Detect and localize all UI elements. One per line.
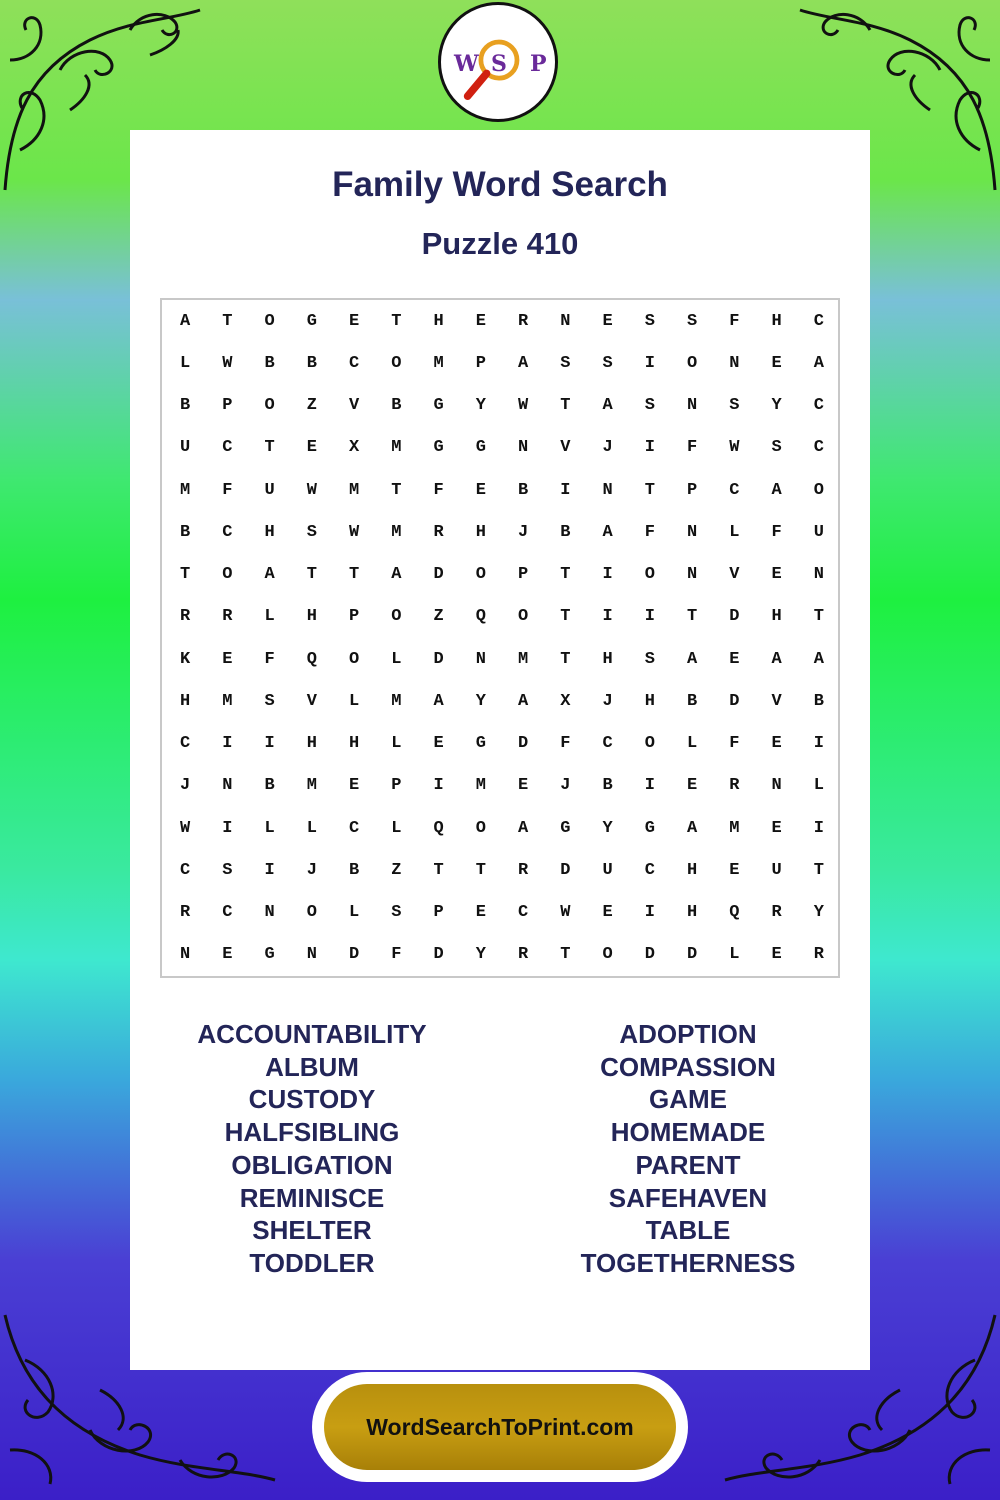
grid-cell[interactable]: E bbox=[349, 311, 360, 331]
grid-cell[interactable]: V bbox=[560, 438, 571, 458]
grid-cell[interactable]: O bbox=[602, 945, 613, 965]
grid-cell[interactable]: T bbox=[306, 565, 317, 585]
grid-cell[interactable]: N bbox=[687, 396, 698, 416]
grid-cell[interactable]: L bbox=[391, 818, 402, 838]
grid-cell[interactable]: J bbox=[518, 522, 529, 542]
grid-cell[interactable]: K bbox=[180, 649, 191, 669]
grid-cell[interactable]: E bbox=[602, 903, 613, 923]
grid-cell[interactable]: A bbox=[518, 818, 529, 838]
grid-cell[interactable]: E bbox=[687, 776, 698, 796]
grid-cell[interactable]: A bbox=[391, 565, 402, 585]
grid-cell[interactable]: B bbox=[264, 353, 275, 373]
grid-cell[interactable]: H bbox=[264, 522, 275, 542]
grid-cell[interactable]: C bbox=[644, 860, 655, 880]
grid-cell[interactable]: N bbox=[180, 945, 191, 965]
grid-cell[interactable]: E bbox=[771, 565, 782, 585]
grid-cell[interactable]: T bbox=[813, 607, 824, 627]
grid-cell[interactable]: T bbox=[180, 565, 191, 585]
word-list-item: TABLE bbox=[645, 1215, 731, 1246]
grid-cell[interactable]: R bbox=[518, 945, 529, 965]
grid-cell[interactable]: J bbox=[602, 691, 613, 711]
grid-cell[interactable]: Y bbox=[475, 691, 486, 711]
grid-cell[interactable]: Z bbox=[306, 396, 317, 416]
grid-cell[interactable]: B bbox=[349, 860, 360, 880]
grid-cell[interactable]: I bbox=[644, 776, 655, 796]
grid-cell[interactable]: V bbox=[306, 691, 317, 711]
grid-cell[interactable]: I bbox=[222, 734, 233, 754]
grid-cell[interactable]: O bbox=[475, 818, 486, 838]
grid-cell[interactable]: B bbox=[560, 522, 571, 542]
grid-cell[interactable]: D bbox=[433, 945, 444, 965]
grid-cell[interactable]: R bbox=[180, 607, 191, 627]
grid-cell[interactable]: T bbox=[264, 438, 275, 458]
grid-cell[interactable]: M bbox=[222, 691, 233, 711]
grid-cell[interactable]: D bbox=[729, 691, 740, 711]
grid-cell[interactable]: W bbox=[518, 396, 529, 416]
grid-cell[interactable]: H bbox=[687, 860, 698, 880]
logo-letter-w: W bbox=[454, 51, 479, 77]
grid-cell[interactable]: U bbox=[602, 860, 613, 880]
grid-cell[interactable]: A bbox=[433, 691, 444, 711]
grid-cell[interactable]: O bbox=[475, 565, 486, 585]
grid-cell[interactable]: N bbox=[729, 353, 740, 373]
word-list-item: TODDLER bbox=[249, 1247, 375, 1278]
grid-cell[interactable]: B bbox=[306, 353, 317, 373]
word-list-item: ACCOUNTABILITY bbox=[197, 1019, 427, 1049]
grid-cell[interactable]: D bbox=[518, 734, 529, 754]
grid-cell[interactable]: I bbox=[560, 480, 571, 500]
grid-cell[interactable]: I bbox=[602, 565, 613, 585]
grid-cell[interactable]: M bbox=[391, 522, 402, 542]
grid-cell[interactable]: U bbox=[180, 438, 191, 458]
grid-cell[interactable]: W bbox=[349, 522, 360, 542]
grid-cell[interactable]: A bbox=[771, 649, 782, 669]
grid-cell[interactable]: I bbox=[644, 438, 655, 458]
grid-cell[interactable]: X bbox=[349, 438, 360, 458]
grid-cell[interactable]: C bbox=[180, 734, 191, 754]
grid-cell[interactable]: V bbox=[349, 396, 360, 416]
grid-cell[interactable]: L bbox=[729, 945, 740, 965]
grid-cell[interactable]: E bbox=[475, 480, 486, 500]
grid-cell[interactable]: C bbox=[729, 480, 740, 500]
grid-cell[interactable]: O bbox=[644, 565, 655, 585]
grid-cell[interactable]: G bbox=[433, 396, 444, 416]
grid-cell[interactable]: E bbox=[729, 649, 740, 669]
grid-cell[interactable]: A bbox=[518, 691, 529, 711]
grid-cell[interactable]: H bbox=[644, 691, 655, 711]
grid-cell[interactable]: W bbox=[180, 818, 191, 838]
grid-cell[interactable]: P bbox=[687, 480, 698, 500]
grid-cell[interactable]: M bbox=[729, 818, 740, 838]
grid-cell[interactable]: C bbox=[222, 903, 233, 923]
grid-cell[interactable]: V bbox=[771, 691, 782, 711]
grid-cell[interactable]: I bbox=[644, 353, 655, 373]
grid-cell[interactable]: M bbox=[475, 776, 486, 796]
grid-cell[interactable]: L bbox=[264, 818, 275, 838]
grid-cell[interactable]: P bbox=[433, 903, 444, 923]
grid-cell[interactable]: S bbox=[644, 311, 655, 331]
grid-cell[interactable]: A bbox=[602, 522, 613, 542]
grid-cell[interactable]: E bbox=[771, 818, 782, 838]
grid-cell[interactable]: L bbox=[729, 522, 740, 542]
grid-cell[interactable]: C bbox=[813, 438, 824, 458]
word-list-right bbox=[523, 1018, 853, 1280]
grid-cell[interactable]: T bbox=[349, 565, 360, 585]
grid-cell[interactable]: A bbox=[813, 649, 824, 669]
grid-cell[interactable]: B bbox=[180, 522, 191, 542]
grid-cell[interactable]: I bbox=[264, 734, 275, 754]
grid-cell[interactable]: Q bbox=[729, 903, 740, 923]
grid-cell[interactable]: D bbox=[687, 945, 698, 965]
grid-cell[interactable]: P bbox=[475, 353, 486, 373]
logo-letter-s: S bbox=[491, 51, 507, 77]
word-list-item: GAME bbox=[649, 1084, 727, 1115]
grid-cell[interactable]: I bbox=[433, 776, 444, 796]
grid-cell[interactable]: E bbox=[518, 776, 529, 796]
grid-cell[interactable]: N bbox=[813, 565, 824, 585]
grid-cell[interactable]: H bbox=[602, 649, 613, 669]
grid-cell[interactable]: L bbox=[813, 776, 824, 796]
grid-cell[interactable]: E bbox=[222, 649, 233, 669]
grid-cell[interactable]: T bbox=[433, 860, 444, 880]
puzzle-number: Puzzle 410 bbox=[421, 226, 579, 261]
grid-cell[interactable]: O bbox=[813, 480, 824, 500]
grid-cell[interactable]: O bbox=[306, 903, 317, 923]
grid-cell[interactable]: T bbox=[475, 860, 486, 880]
grid-cell[interactable]: M bbox=[306, 776, 317, 796]
grid-cell[interactable]: R bbox=[180, 903, 191, 923]
grid-cell[interactable]: C bbox=[222, 438, 233, 458]
grid-cell[interactable]: S bbox=[222, 860, 233, 880]
word-list-left bbox=[147, 1018, 477, 1280]
grid-cell[interactable]: T bbox=[391, 480, 402, 500]
site-logo[interactable] bbox=[438, 2, 558, 122]
grid-cell[interactable]: H bbox=[771, 311, 782, 331]
grid-cell[interactable]: Q bbox=[433, 818, 444, 838]
grid-cell[interactable]: M bbox=[518, 649, 529, 669]
grid-cell[interactable]: S bbox=[264, 691, 275, 711]
letter-grid bbox=[164, 300, 840, 976]
word-list-item: OBLIGATION bbox=[231, 1149, 393, 1180]
grid-cell[interactable]: U bbox=[771, 860, 782, 880]
grid-cell[interactable]: W bbox=[560, 903, 571, 923]
word-list-item: ADOPTION bbox=[619, 1019, 757, 1049]
grid-cell[interactable]: D bbox=[349, 945, 360, 965]
grid-cell[interactable]: S bbox=[391, 903, 402, 923]
grid-cell[interactable]: T bbox=[560, 607, 571, 627]
grid-cell[interactable]: T bbox=[644, 480, 655, 500]
page-title: Family Word Search bbox=[332, 165, 668, 204]
grid-cell[interactable]: O bbox=[222, 565, 233, 585]
grid-cell[interactable]: F bbox=[433, 480, 444, 500]
grid-cell[interactable]: H bbox=[687, 903, 698, 923]
grid-cell[interactable]: L bbox=[306, 818, 317, 838]
grid-cell[interactable]: F bbox=[771, 522, 782, 542]
grid-cell[interactable]: T bbox=[813, 860, 824, 880]
grid-cell[interactable]: B bbox=[391, 396, 402, 416]
grid-cell[interactable]: L bbox=[349, 691, 360, 711]
grid-cell[interactable]: L bbox=[349, 903, 360, 923]
grid-cell[interactable]: L bbox=[180, 353, 191, 373]
grid-cell[interactable]: F bbox=[644, 522, 655, 542]
grid-cell[interactable]: S bbox=[560, 353, 571, 373]
grid-cell[interactable]: M bbox=[433, 353, 444, 373]
grid-cell[interactable]: P bbox=[518, 565, 529, 585]
grid-cell[interactable]: V bbox=[729, 565, 740, 585]
footer-badge bbox=[312, 1372, 688, 1482]
grid-cell[interactable]: C bbox=[602, 734, 613, 754]
grid-cell[interactable]: I bbox=[644, 903, 655, 923]
grid-cell[interactable]: L bbox=[391, 734, 402, 754]
grid-cell[interactable]: B bbox=[264, 776, 275, 796]
grid-cell[interactable]: N bbox=[306, 945, 317, 965]
grid-cell[interactable]: N bbox=[475, 649, 486, 669]
grid-cell[interactable]: A bbox=[813, 353, 824, 373]
word-list-item: HALFSIBLING bbox=[224, 1117, 400, 1148]
grid-cell[interactable]: A bbox=[687, 649, 698, 669]
grid-cell[interactable]: F bbox=[729, 734, 740, 754]
grid-cell[interactable]: G bbox=[475, 734, 486, 754]
grid-cell[interactable]: M bbox=[391, 438, 402, 458]
grid-cell[interactable]: U bbox=[813, 522, 824, 542]
grid-cell[interactable]: N bbox=[602, 480, 613, 500]
grid-cell[interactable]: F bbox=[687, 438, 698, 458]
grid-cell[interactable]: D bbox=[433, 565, 444, 585]
grid-cell[interactable]: O bbox=[391, 353, 402, 373]
grid-cell[interactable]: E bbox=[349, 776, 360, 796]
grid-cell[interactable]: N bbox=[560, 311, 571, 331]
grid-cell[interactable]: C bbox=[349, 353, 360, 373]
word-list-item: PARENT bbox=[635, 1149, 741, 1180]
grid-cell[interactable]: N bbox=[687, 522, 698, 542]
grid-cell[interactable]: E bbox=[306, 438, 317, 458]
grid-cell[interactable]: B bbox=[813, 691, 824, 711]
grid-cell[interactable]: R bbox=[518, 311, 529, 331]
grid-cell[interactable]: F bbox=[391, 945, 402, 965]
grid-cell[interactable]: G bbox=[475, 438, 486, 458]
grid-cell[interactable]: Z bbox=[391, 860, 402, 880]
grid-cell[interactable]: M bbox=[391, 691, 402, 711]
grid-cell[interactable]: Y bbox=[602, 818, 613, 838]
word-list-item: COMPASSION bbox=[600, 1051, 776, 1082]
grid-cell[interactable]: P bbox=[349, 607, 360, 627]
word-list-item: SHELTER bbox=[252, 1215, 372, 1246]
grid-cell[interactable]: G bbox=[560, 818, 571, 838]
grid-cell[interactable]: E bbox=[222, 945, 233, 965]
grid-cell[interactable]: U bbox=[264, 480, 275, 500]
grid-cell[interactable]: D bbox=[644, 945, 655, 965]
grid-cell[interactable]: H bbox=[349, 734, 360, 754]
grid-cell[interactable]: S bbox=[306, 522, 317, 542]
grid-cell[interactable]: Y bbox=[475, 396, 486, 416]
grid-cell[interactable]: S bbox=[771, 438, 782, 458]
grid-cell[interactable]: H bbox=[306, 607, 317, 627]
grid-cell[interactable]: T bbox=[687, 607, 698, 627]
grid-cell[interactable]: J bbox=[602, 438, 613, 458]
grid-cell[interactable]: M bbox=[180, 480, 191, 500]
grid-cell[interactable]: Y bbox=[771, 396, 782, 416]
grid-cell[interactable]: N bbox=[264, 903, 275, 923]
word-list-item: REMINISCE bbox=[239, 1182, 385, 1213]
grid-cell[interactable]: P bbox=[391, 776, 402, 796]
grid-cell[interactable]: R bbox=[518, 860, 529, 880]
grid-cell[interactable]: T bbox=[560, 565, 571, 585]
grid-cell[interactable]: B bbox=[180, 396, 191, 416]
grid-cell[interactable]: W bbox=[222, 353, 233, 373]
grid-cell[interactable]: G bbox=[644, 818, 655, 838]
grid-cell[interactable]: I bbox=[644, 607, 655, 627]
grid-cell[interactable]: I bbox=[222, 818, 233, 838]
grid-cell[interactable]: E bbox=[602, 311, 613, 331]
grid-cell[interactable]: W bbox=[306, 480, 317, 500]
grid-cell[interactable]: D bbox=[433, 649, 444, 669]
grid-cell[interactable]: H bbox=[771, 607, 782, 627]
grid-cell[interactable]: O bbox=[264, 311, 275, 331]
grid-cell[interactable]: H bbox=[306, 734, 317, 754]
grid-cell[interactable]: L bbox=[687, 734, 698, 754]
grid-cell[interactable]: F bbox=[729, 311, 740, 331]
grid-cell[interactable]: G bbox=[264, 945, 275, 965]
grid-cell[interactable]: A bbox=[180, 311, 191, 331]
grid-cell[interactable]: R bbox=[433, 522, 444, 542]
grid-cell[interactable]: H bbox=[180, 691, 191, 711]
grid-cell[interactable]: E bbox=[771, 734, 782, 754]
grid-cell[interactable]: E bbox=[475, 311, 486, 331]
grid-cell[interactable]: A bbox=[602, 396, 613, 416]
grid-cell[interactable]: C bbox=[813, 311, 824, 331]
grid-cell[interactable]: S bbox=[602, 353, 613, 373]
grid-cell[interactable]: R bbox=[729, 776, 740, 796]
grid-cell[interactable]: Y bbox=[475, 945, 486, 965]
grid-cell[interactable]: D bbox=[729, 607, 740, 627]
grid-cell[interactable]: S bbox=[644, 649, 655, 669]
grid-cell[interactable]: O bbox=[264, 396, 275, 416]
grid-cell[interactable]: F bbox=[560, 734, 571, 754]
grid-cell[interactable]: S bbox=[729, 396, 740, 416]
grid-cell[interactable]: Q bbox=[306, 649, 317, 669]
grid-cell[interactable]: A bbox=[771, 480, 782, 500]
grid-cell[interactable]: H bbox=[433, 311, 444, 331]
grid-cell[interactable]: F bbox=[264, 649, 275, 669]
grid-cell[interactable]: L bbox=[264, 607, 275, 627]
word-list-item: TOGETHERNESS bbox=[580, 1247, 796, 1278]
grid-cell[interactable]: O bbox=[687, 353, 698, 373]
grid-cell[interactable]: P bbox=[222, 396, 233, 416]
grid-cell[interactable]: G bbox=[306, 311, 317, 331]
grid-cell[interactable]: R bbox=[771, 903, 782, 923]
grid-cell[interactable]: O bbox=[349, 649, 360, 669]
grid-cell[interactable]: I bbox=[264, 860, 275, 880]
grid-cell[interactable]: T bbox=[560, 945, 571, 965]
grid-cell[interactable]: H bbox=[475, 522, 486, 542]
grid-cell[interactable]: O bbox=[391, 607, 402, 627]
grid-cell[interactable]: C bbox=[180, 860, 191, 880]
word-list-item: HOMEMADE bbox=[610, 1117, 766, 1148]
grid-cell[interactable]: B bbox=[687, 691, 698, 711]
grid-cell[interactable]: O bbox=[518, 607, 529, 627]
grid-cell[interactable]: M bbox=[349, 480, 360, 500]
grid-cell[interactable]: A bbox=[264, 565, 275, 585]
grid-cell[interactable]: L bbox=[391, 649, 402, 669]
grid-cell[interactable]: C bbox=[518, 903, 529, 923]
grid-cell[interactable]: X bbox=[560, 691, 571, 711]
grid-cell[interactable]: E bbox=[771, 353, 782, 373]
grid-cell[interactable]: B bbox=[602, 776, 613, 796]
letter-grid-frame bbox=[160, 298, 840, 978]
word-list-item: SAFEHAVEN bbox=[608, 1182, 768, 1213]
grid-cell[interactable]: S bbox=[687, 311, 698, 331]
grid-cell[interactable]: F bbox=[222, 480, 233, 500]
grid-cell[interactable]: T bbox=[391, 311, 402, 331]
grid-cell[interactable]: Q bbox=[475, 607, 486, 627]
word-list-item: ALBUM bbox=[265, 1051, 359, 1082]
grid-cell[interactable]: C bbox=[222, 522, 233, 542]
grid-cell[interactable]: N bbox=[687, 565, 698, 585]
grid-cell[interactable]: B bbox=[518, 480, 529, 500]
grid-cell[interactable]: R bbox=[222, 607, 233, 627]
logo-letter-p: P bbox=[530, 51, 547, 77]
grid-cell[interactable]: I bbox=[602, 607, 613, 627]
grid-cell[interactable]: E bbox=[433, 734, 444, 754]
grid-cell[interactable]: G bbox=[433, 438, 444, 458]
grid-cell[interactable]: T bbox=[560, 396, 571, 416]
grid-cell[interactable]: J bbox=[180, 776, 191, 796]
grid-cell[interactable]: S bbox=[644, 396, 655, 416]
site-link[interactable]: WordSearchToPrint.com bbox=[324, 1384, 676, 1470]
grid-cell[interactable]: A bbox=[687, 818, 698, 838]
grid-cell[interactable]: R bbox=[813, 945, 824, 965]
grid-cell[interactable]: C bbox=[349, 818, 360, 838]
grid-cell[interactable]: N bbox=[518, 438, 529, 458]
grid-cell[interactable]: N bbox=[771, 776, 782, 796]
grid-cell[interactable]: T bbox=[560, 649, 571, 669]
grid-cell[interactable]: E bbox=[729, 860, 740, 880]
grid-cell[interactable]: W bbox=[729, 438, 740, 458]
grid-cell[interactable]: J bbox=[306, 860, 317, 880]
word-list-item: CUSTODY bbox=[248, 1084, 376, 1115]
grid-cell[interactable]: T bbox=[222, 311, 233, 331]
grid-cell[interactable]: J bbox=[560, 776, 571, 796]
grid-cell[interactable]: N bbox=[222, 776, 233, 796]
grid-cell[interactable]: D bbox=[560, 860, 571, 880]
grid-cell[interactable]: A bbox=[518, 353, 529, 373]
grid-cell[interactable]: I bbox=[813, 734, 824, 754]
grid-cell[interactable]: Z bbox=[433, 607, 444, 627]
grid-cell[interactable]: E bbox=[771, 945, 782, 965]
grid-cell[interactable]: Y bbox=[813, 903, 824, 923]
grid-cell[interactable]: I bbox=[813, 818, 824, 838]
grid-cell[interactable]: E bbox=[475, 903, 486, 923]
grid-cell[interactable]: C bbox=[813, 396, 824, 416]
grid-cell[interactable]: O bbox=[644, 734, 655, 754]
puzzle-card bbox=[130, 130, 870, 1370]
